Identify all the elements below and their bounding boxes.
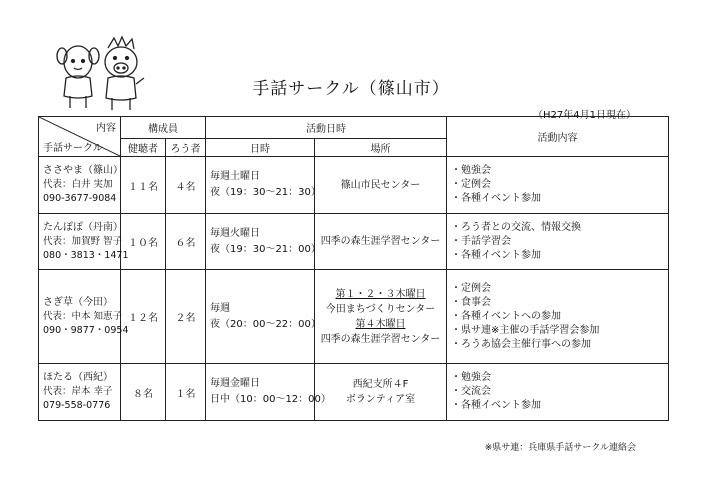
header-deaf: ろう者 <box>166 139 206 157</box>
table-row <box>39 364 669 421</box>
schedule-cell <box>206 157 321 214</box>
activities-cell <box>447 214 669 270</box>
activity-item: ・ ろうあ協会主催行事への参加 <box>451 338 664 352</box>
activity-item: ・ 勉強会 <box>451 371 664 385</box>
location-line: 四季の森生涯学習センター <box>320 236 441 247</box>
header-circle-label: 手話サークル <box>43 143 103 154</box>
hearing-count: １０名 <box>121 214 166 270</box>
activity-item: ・ 定例会 <box>451 282 664 296</box>
schedule-time: 日中（10：00～12：00） <box>210 394 331 405</box>
header-activity-time: 活動日時 <box>206 117 447 139</box>
location-cell <box>315 270 447 364</box>
activity-item: ・ 県サ連※主催の手話学習会参加 <box>451 324 664 338</box>
circle-cell <box>39 214 129 270</box>
schedule-day: 毎週金曜日 <box>210 378 260 389</box>
hearing-count: １１名 <box>121 157 166 214</box>
circle-representative: 代表：中本 知恵子 <box>43 310 123 322</box>
activity-item: ・ ろう者との交流、情報交換 <box>451 221 664 235</box>
activity-item: ・ 勉強会 <box>451 164 664 178</box>
deaf-count: ４名 <box>166 157 206 214</box>
location-cell <box>315 364 447 421</box>
activity-item: ・ 定例会 <box>451 178 664 192</box>
circle-phone: 090-3677-9084 <box>43 193 117 204</box>
header-content-label: 内容 <box>96 123 116 134</box>
circle-name: ほたる（西紀） <box>43 372 113 383</box>
activity-item: ・ 各種イベント参加 <box>451 249 664 263</box>
activity-item: ・ 食事会 <box>451 296 664 310</box>
activities-cell <box>447 364 669 421</box>
location-line: 第１・２・３木曜日 <box>335 288 426 300</box>
activities-cell <box>447 157 669 214</box>
location-line: 四季の森生涯学習センター <box>320 333 441 345</box>
circle-phone: 079-558-0776 <box>43 400 111 411</box>
header-hearing: 健聴者 <box>121 139 166 157</box>
circle-table <box>38 116 669 421</box>
header-content: 活動内容 <box>447 117 669 157</box>
activity-item: ・ 各種イベントへの参加 <box>451 310 664 324</box>
header-members: 構成員 <box>121 117 206 139</box>
deaf-count: ６名 <box>166 214 206 270</box>
page-title: 手話サークル（篠山市） <box>252 79 450 99</box>
location-line: 篠山市民センター <box>340 179 421 191</box>
activity-item: ・ 手話学習会 <box>451 235 664 249</box>
schedule-time: 夜（19：30～21：30） <box>210 187 321 198</box>
circle-representative: 代表：白井 実加 <box>43 179 113 190</box>
location-cell <box>315 157 447 214</box>
activity-item: ・ 交流会 <box>451 385 664 399</box>
table-row <box>39 214 669 270</box>
date-note: （H27年4月1日現在） <box>533 110 636 121</box>
header-place: 場所 <box>315 139 447 157</box>
circle-name: たんぽぽ（丹南） <box>43 221 123 233</box>
circle-name: ささやま（篠山） <box>43 165 123 176</box>
schedule-time: 夜（20：00～22：00） <box>210 318 321 330</box>
deaf-count: １名 <box>166 364 206 421</box>
circle-cell <box>39 157 121 214</box>
schedule-day: 毎週 <box>210 302 230 314</box>
activity-item: ・ 各種イベント参加 <box>451 399 664 413</box>
activity-item: ・ 各種イベント参加 <box>451 192 664 206</box>
hearing-count: １２名 <box>121 270 166 364</box>
circle-name: さぎ草（今田） <box>43 296 113 308</box>
circle-cell <box>39 270 129 364</box>
table-row <box>39 157 669 214</box>
location-cell <box>315 214 447 270</box>
hearing-count: ８名 <box>121 364 166 421</box>
schedule-time: 夜（19：30～21：00） <box>210 243 321 255</box>
activities-cell <box>447 270 669 364</box>
circle-representative: 代表：岸本 幸子 <box>43 386 113 397</box>
header-when: 日時 <box>206 139 315 157</box>
circle-phone: 090・9877・0954 <box>43 324 129 336</box>
schedule-day: 毎週土曜日 <box>210 171 260 182</box>
location-line: 西紀支所４F <box>352 379 409 390</box>
location-line: 第４木曜日 <box>355 318 406 330</box>
schedule-cell <box>206 214 321 270</box>
location-line: ボランティア室 <box>345 394 416 405</box>
deaf-count: ２名 <box>166 270 206 364</box>
schedule-cell <box>206 270 321 364</box>
location-line: 今田まちづくりセンター <box>325 303 436 315</box>
table-row <box>39 270 669 364</box>
schedule-day: 毎週火曜日 <box>210 227 260 239</box>
schedule-cell <box>206 364 331 421</box>
diagonal-header-cell <box>39 117 121 157</box>
circle-cell <box>39 364 121 421</box>
circle-representative: 代表：加賀野 智子 <box>43 235 123 247</box>
footnote: ※県サ連：兵庫県手話サークル連絡会 <box>484 443 636 453</box>
circle-phone: 080・3813・1471 <box>43 249 129 261</box>
